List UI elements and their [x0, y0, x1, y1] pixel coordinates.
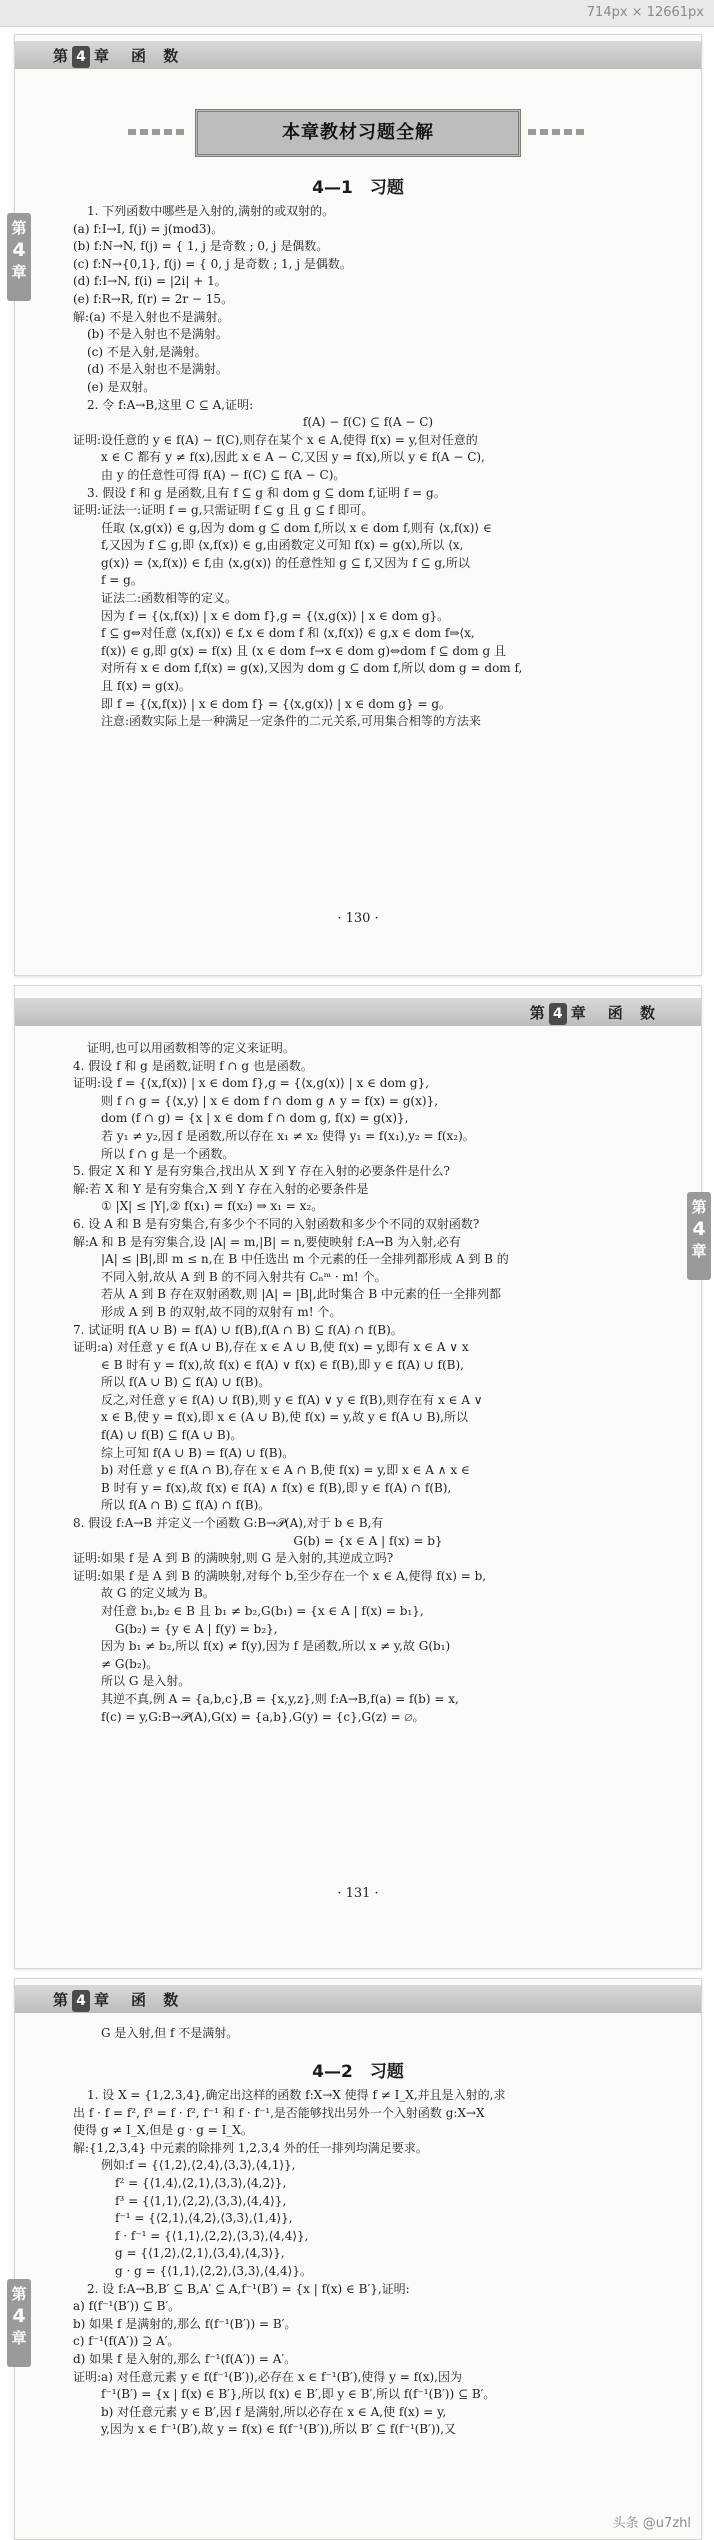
chapter-name: 函 数 [607, 1004, 661, 1022]
chapter-name: 函 数 [131, 1991, 185, 2009]
text-line: 证明:证法一:证明 f = g,只需证明 f ⊆ g 且 g ⊆ f 即可。 [73, 503, 374, 518]
text-line: (c) f:N→{0,1}, f(j) = { 0, j 是奇数 ; 1, j 是偶数。 [73, 256, 352, 271]
text-line: 5. 假定 X 和 Y 是有穷集合,找出从 X 到 Y 存在入射的必要条件是什么? [73, 1164, 450, 1179]
chapter-header: 第 4 章 函 数 [15, 41, 701, 69]
chapter-number-badge: 4 [72, 46, 90, 68]
text-line: G 是入射,但 f 不是满射。 [101, 2026, 239, 2040]
page-number: · 130 · [337, 911, 379, 926]
page-number: · 131 · [337, 1886, 379, 1901]
text-line: G(b₂) = {y ∈ A | f(y) = b₂}, [115, 1621, 278, 1636]
text-line: ① |X| ≤ |Y|,② f(x₁) = f(x₂) ⇒ x₁ = x₂。 [101, 1199, 324, 1214]
text-line: 出 f · f = f², f³ = f · f², f⁻¹ 和 f · f⁻¹,是否能够找出另外一个入射函数 g:X→X [73, 2105, 485, 2120]
text-line: f · f⁻¹ = {⟨1,1⟩,⟨2,2⟩,⟨3,3⟩,⟨4,4⟩}, [115, 2228, 309, 2243]
page-text [73, 203, 663, 731]
chapter-number-badge: 4 [549, 1003, 567, 1025]
text-line: 综上可知 f(A ∪ B) = f(A) ∪ f(B)。 [101, 1445, 295, 1460]
text-line: f = g。 [101, 573, 143, 588]
text-line: 因为 b₁ ≠ b₂,所以 f(x) ≠ f(y),因为 f 是函数,所以 x ≠ y,故 G(b₁) [101, 1639, 451, 1654]
text-line: 由 y 的任意性可得 f(A) − f(C) ⊆ f(A − C)。 [101, 467, 346, 482]
text-line: 证明,也可以用函数相等的定义来证明。 [87, 1041, 295, 1055]
text-line: b) 对任意元素 y ∈ B′,因 f 是满射,所以必存在 x ∈ A,使 f(x) = y, [101, 2404, 447, 2419]
text-line: G(b) = {x ∈ A | f(x) = b} [293, 1533, 443, 1548]
chapter-side-tab: 第 4 章 [7, 2279, 31, 2367]
text-line: b) 如果 f 是满射的,那么 f(f⁻¹(B′)) = B′。 [73, 2316, 297, 2331]
text-line: 且 f(x) = g(x)。 [101, 679, 191, 694]
chapter-side-tab: 第 4 章 [7, 213, 31, 301]
text-line: g · g = {⟨1,1⟩,⟨2,2⟩,⟨3,3⟩,⟨4,4⟩}。 [115, 2263, 312, 2278]
text-line: f,又因为 f ⊆ g,即 ⟨x,f(x)⟩ ∈ g,由函数定义可知 f(x) = g(x),所以 ⟨x, [101, 538, 464, 553]
text-line: x ∈ B,使 y = f(x),即 x ∈ (A ∪ B),使 f(x) = y,故 y ∈ f(A ∪ B),所以 [101, 1410, 468, 1425]
text-line: 因为 f = {⟨x,f(x)⟩ | x ∈ dom f},g = {⟨x,g(x)⟩ | x ∈ dom g}。 [101, 608, 450, 623]
text-line: 证明:设 f = {⟨x,f(x)⟩ | x ∈ dom f},g = {⟨x,g(x)⟩ | x ∈ dom g}, [73, 1076, 430, 1091]
text-line: (d) f:I→N, f(i) = |2i| + 1。 [73, 274, 227, 289]
text-line: 其逆不真,例 A = {a,b,c},B = {x,y,z},则 f:A→B,f(a) = f(b) = x, [101, 1691, 459, 1706]
text-line: (e) 是双射。 [87, 379, 156, 394]
text-line: 3. 假设 f 和 g 是函数,且有 f ⊆ g 和 dom g ⊆ dom f,证明 f = g。 [87, 485, 446, 500]
book-page-130 [11, 34, 702, 976]
text-line: (c) 不是入射,是满射。 [87, 344, 207, 359]
text-line: 2. 令 f:A→B,这里 C ⊆ A,证明: [87, 397, 254, 412]
book-page-132 [11, 1978, 702, 2540]
text-line: 2. 设 f:A→B,B′ ⊆ B,A′ ⊆ A,f⁻¹(B′) = {x | f(x) ∈ B′},证明: [87, 2281, 410, 2296]
chapter-side-tab: 第 4 章 [687, 1192, 711, 1280]
text-line: 4. 假设 f 和 g 是函数,证明 f ∩ g 也是函数。 [73, 1058, 313, 1073]
text-line: f³ = {⟨1,1⟩,⟨2,2⟩,⟨3,3⟩,⟨4,4⟩}, [115, 2193, 287, 2208]
text-line: 所以 f(A ∩ B) ⊆ f(A) ∩ f(B)。 [101, 1498, 271, 1513]
text-line: 例如:f = {⟨1,2⟩,⟨2,4⟩,⟨3,3⟩,⟨4,1⟩}, [101, 2158, 296, 2173]
text-line: f(A) − f(C) ⊆ f(A − C) [302, 415, 434, 430]
text-line: 对所有 x ∈ dom f,f(x) = g(x),又因为 dom g ⊆ dom f,所以 dom g = dom f, [101, 661, 523, 676]
text-line: f(c) = y,G:B→𝒫(A),G(x) = {a,b},G(y) = {c},G(z) = ∅。 [101, 1709, 425, 1724]
book-page-131 [14, 985, 707, 1969]
text-line: (b) 不是入射也不是满射。 [87, 327, 228, 342]
text-line: (b) f:N→N, f(j) = { 1, j 是奇数 ; 0, j 是偶数。 [73, 239, 329, 254]
text-line: 形成 A 到 B 的双射,故不同的双射有 m! 个。 [101, 1304, 342, 1319]
text-line: 不同入射,故从 A 到 B 的不同入射共有 Cₙᵐ · m! 个。 [101, 1269, 387, 1284]
text-line: B 时有 y = f(x),故 f(x) ∈ f(A) ∧ f(x) ∈ f(B),即 y ∈ f(A) ∩ f(B), [101, 1480, 452, 1495]
text-line: f(A) ∪ f(B) ⊆ f(A ∪ B)。 [101, 1428, 243, 1443]
viewer-bar [0, 0, 714, 27]
text-line: 对任意 b₁,b₂ ∈ B 且 b₁ ≠ b₂,G(b₁) = {x ∈ A | f(x) = b₁}, [101, 1604, 424, 1618]
chapter-header: 第 4 章 函 数 [15, 1985, 701, 2013]
text-line: 所以 f ∩ g 是一个函数。 [101, 1146, 235, 1161]
text-line: 6. 设 A 和 B 是有穷集合,有多少个不同的入射函数和多少个不同的双射函数? [73, 1216, 480, 1231]
text-line: ∈ B 时有 y = f(x),故 f(x) ∈ f(A) ∨ f(x) ∈ f(B),即 y ∈ f(A) ∪ f(B), [101, 1357, 464, 1372]
text-line: 8. 假设 f:A→B 并定义一个函数 G:B→𝒫(A),对于 b ∈ B,有 [73, 1516, 384, 1531]
text-line: 证明:如果 f 是 A 到 B 的满映射,对每个 b,至少存在一个 x ∈ A,使得 f(x) = b, [73, 1568, 487, 1583]
chapter-header: 第 4 章 函 数 [15, 998, 701, 1026]
text-line: 使得 g ≠ I_X,但是 g · g = I_X。 [73, 2123, 253, 2138]
text-line: d) 如果 f 是入射的,那么 f⁻¹(f(A′)) = A′。 [73, 2351, 297, 2366]
text-line: (d) 不是入射也不是满射。 [87, 362, 228, 377]
text-line: 解:A 和 B 是有穷集合,设 |A| = m,|B| = n,要使映射 f:A→B 为入射,必有 [73, 1234, 461, 1249]
text-line: b) 对任意 y ∈ f(A ∩ B),存在 x ∈ A ∩ B,使 f(x) = y,即 x ∈ A ∧ x ∈ [101, 1463, 470, 1478]
chapter-number-badge: 4 [72, 1990, 90, 2012]
text-line: 任取 ⟨x,g(x)⟩ ∈ g,因为 dom g ⊆ dom f,所以 x ∈ dom f,则有 ⟨x,f(x)⟩ ∈ [101, 520, 492, 535]
text-line: 所以 f(A ∪ B) ⊆ f(A) ∪ f(B)。 [101, 1375, 271, 1390]
text-line: g = {⟨1,2⟩,⟨2,1⟩,⟨3,4⟩,⟨4,3⟩}, [115, 2246, 285, 2261]
text-line: 反之,对任意 y ∈ f(A) ∪ f(B),则 y ∈ f(A) ∨ y ∈ f(B),则存在有 x ∈ A ∨ [101, 1392, 483, 1407]
text-line: 证明:如果 f 是 A 到 B 的满映射,则 G 是入射的,其逆成立吗? [73, 1551, 394, 1566]
text-line: c) f⁻¹(f(A′)) ⊇ A′。 [73, 2334, 180, 2349]
text-line: 若 y₁ ≠ y₂,因 f 是函数,所以存在 x₁ ≠ x₂ 使得 y₁ = f(x₁),y₂ = f(x₂)。 [101, 1128, 475, 1143]
text-line: f(x)⟩ ∈ g,即 g(x) = f(x) 且 (x ∈ dom f→x ∈ dom g)⇔dom f ⊆ dom g 且 [101, 643, 506, 658]
text-line: 则 f ∩ g = {⟨x,y⟩ | x ∈ dom f ∩ dom g ∧ y = f(x) = g(x)}, [101, 1093, 439, 1108]
text-line: 解:(a) 不是入射也不是满射。 [73, 309, 230, 324]
text-line: 1. 下列函数中哪些是入射的,满射的或双射的。 [87, 204, 335, 218]
text-line: 若从 A 到 B 存在双射函数,则 |A| = |B|,此时集合 B 中元素的任一全排列都 [101, 1287, 501, 1302]
text-line: 所以 G 是入射。 [101, 1674, 191, 1689]
text-line: g(x)⟩ = ⟨x,f(x)⟩ ∈ f,由 ⟨x,g(x)⟩ 的任意性知 g ⊆ f,又因为 f ⊆ g,所以 [101, 555, 470, 570]
text-line: 7. 试证明 f(A ∪ B) = f(A) ∪ f(B),f(A ∩ B) ⊆ f(A) ∩ f(B)。 [73, 1322, 403, 1337]
text-line: 故 G 的定义域为 B。 [101, 1586, 215, 1601]
page-text [73, 1040, 663, 1726]
page-text [73, 2025, 663, 2043]
text-line: y,因为 x ∈ f⁻¹(B′),故 y = f(x) ∈ f(f⁻¹(B′)),所以 B′ ⊆ f(f⁻¹(B′)),又 [101, 2422, 457, 2437]
text-line: f² = {⟨1,4⟩,⟨2,1⟩,⟨3,3⟩,⟨4,2⟩}, [115, 2175, 287, 2190]
section-title: 4—1 习题 [312, 178, 404, 198]
text-line: 证明:设任意的 y ∈ f(A) − f(C),则存在某个 x ∈ A,使得 f(x) = y,但对任意的 [73, 432, 478, 447]
text-line: (e) f:R→R, f(r) = 2r − 15。 [73, 291, 234, 306]
text-line: 解:若 X 和 Y 是有穷集合,X 到 Y 存在入射的必要条件是 [73, 1181, 369, 1196]
watermark: 头条 @u7zhl [612, 2516, 691, 2531]
text-line: |A| ≤ |B|,即 m ≤ n,在 B 中任选出 m 个元素的任一全排列都形成 A 到 B 的 [101, 1252, 509, 1267]
text-line: 证明:a) 对任意元素 y ∈ f(f⁻¹(B′)),必存在 x ∈ f⁻¹(B′),使得 y = f(x),因为 [73, 2369, 462, 2384]
text-line: 解:{1,2,3,4} 中元素的除排列 1,2,3,4 外的任一排列均满足要求。 [73, 2140, 428, 2155]
text-line: 1. 设 X = {1,2,3,4},确定出这样的函数 f:X→X 使得 f ≠ I_X,并且是入射的,求 [87, 2088, 506, 2102]
chapter-name: 函 数 [131, 47, 185, 65]
text-line: 证法二:函数相等的定义。 [101, 591, 238, 606]
section-title: 4—2 习题 [312, 2062, 404, 2082]
text-line: 证明:a) 对任意 y ∈ f(A ∪ B),存在 x ∈ A ∪ B,使 f(x) = y,即有 x ∈ A ∨ x [73, 1340, 469, 1355]
image-dimensions: 714px × 12661px [586, 5, 704, 20]
text-line: 注意:函数实际上是一种满足一定条件的二元关系,可用集合相等的方法来 [101, 714, 481, 729]
text-line: x ∈ C 都有 y ≠ f(x),因此 x ∈ A − C,又因 y = f(x),所以 y ∈ f(A − C), [101, 450, 485, 465]
text-line: f ⊆ g⇔对任意 ⟨x,f(x)⟩ ∈ f,x ∈ dom f 和 ⟨x,f(x)⟩ ∈ g,x ∈ dom f⇒⟨x, [101, 626, 475, 641]
page-text-continued [73, 2087, 663, 2439]
text-line: dom (f ∩ g) = {x | x ∈ dom f ∩ dom g, f(x) = g(x)}, [101, 1111, 409, 1126]
text-line: f⁻¹ = {⟨2,1⟩,⟨4,2⟩,⟨3,3⟩,⟨1,4⟩}, [115, 2211, 293, 2226]
section-banner: 本章教材习题全解 [195, 109, 521, 157]
text-line: f⁻¹(B′) = {x | f(x) ∈ B′},所以 f(x) ∈ B′,即 y ∈ B′,所以 f(f⁻¹(B′)) ⊆ B′。 [101, 2387, 496, 2402]
text-line: ≠ G(b₂)。 [101, 1656, 159, 1671]
text-line: 即 f = {⟨x,f(x)⟩ | x ∈ dom f} = {⟨x,g(x)⟩ | x ∈ dom g} = g。 [101, 696, 452, 711]
text-line: a) f(f⁻¹(B′)) ⊆ B′。 [73, 2299, 181, 2314]
text-line: (a) f:I→I, f(j) = j(mod3)。 [73, 221, 224, 236]
